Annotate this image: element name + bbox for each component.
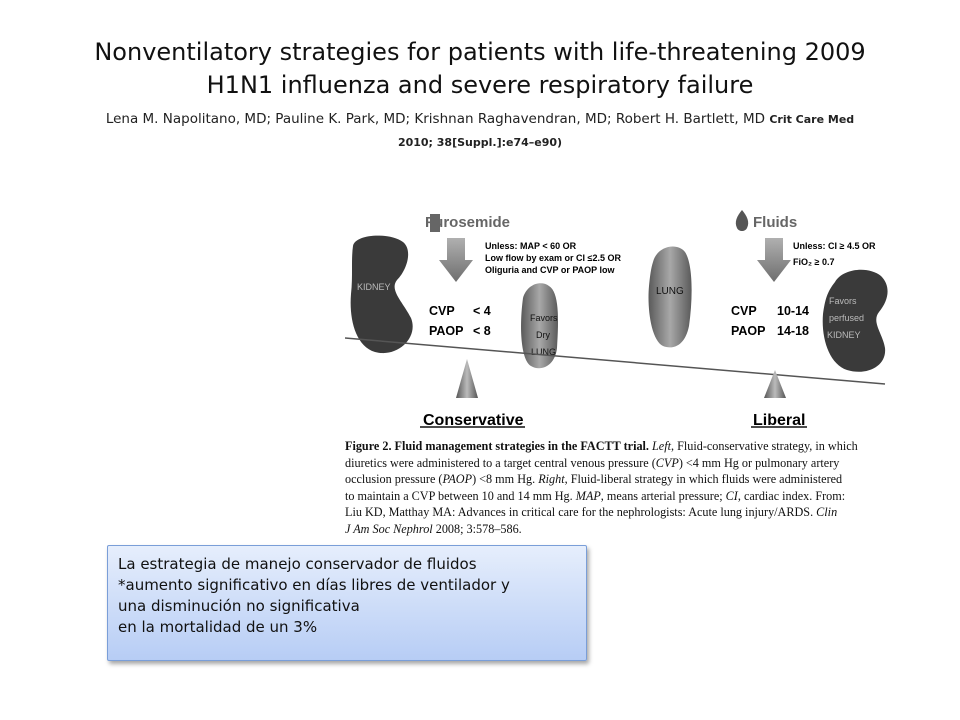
caption-l3c: ) <8 mm Hg. xyxy=(472,472,536,487)
kidney-right-label: KIDNEY xyxy=(827,330,861,340)
journal-name: Crit Care Med xyxy=(769,113,855,126)
dry-lung-label-3: LUNG xyxy=(531,347,557,357)
left-condition-3: Oliguria and CVP or PAOP low xyxy=(485,265,615,275)
kidney-favors-label: Favors xyxy=(829,296,857,306)
caption-l3b: PAOP xyxy=(442,472,473,487)
caption-l5b: Clin xyxy=(816,505,838,520)
caption-l4d: CI xyxy=(725,488,738,503)
caption-l2b: CVP xyxy=(655,455,679,470)
journal-citation: 2010; 38[Suppl.]:e74–e90) xyxy=(397,136,563,149)
kidney-label: KIDNEY xyxy=(357,282,391,292)
dry-lung-label-2: Dry xyxy=(536,330,550,340)
dry-lung-label-1: Favors xyxy=(530,313,558,323)
left-paop-label: PAOP xyxy=(429,324,464,338)
down-arrow-right-icon xyxy=(757,238,791,282)
caption-l2: diuretics were administered to a target central venous pressure ( xyxy=(345,455,656,470)
furosemide-label: Furosemide xyxy=(425,214,511,231)
caption-l3e: , Fluid-liberal strategy in which fluids were administered xyxy=(564,472,843,487)
caption-l4b: MAP xyxy=(575,488,601,503)
right-paop-value: 14-18 xyxy=(777,324,809,338)
caption-l3d: Right xyxy=(538,472,565,487)
caption-l3: occlusion pressure ( xyxy=(345,472,443,487)
caption-l6b: 2008; 3:578–586. xyxy=(435,521,522,536)
caption-l4c: , means arterial pressure; xyxy=(600,488,723,503)
author-line xyxy=(40,108,920,154)
conservative-label: Conservative xyxy=(423,412,524,429)
down-arrow-left-icon xyxy=(439,238,473,282)
fluids-label: Fluids xyxy=(753,214,798,231)
right-paop-label: PAOP xyxy=(731,324,766,338)
summary-note-box xyxy=(107,545,587,661)
author-names: Lena M. Napolitano, MD; Pauline K. Park, MD; Krishnan Raghavendran, MD; Robert H. Bartlett, MD xyxy=(105,111,766,127)
factt-figure xyxy=(345,198,910,538)
note-line-4: en la mortalidad de un 3% xyxy=(118,618,318,636)
right-condition-1: Unless: CI ≥ 4.5 OR xyxy=(793,241,876,251)
kidney-icon xyxy=(351,236,413,353)
liberal-label: Liberal xyxy=(753,412,806,429)
left-condition-2: Low flow by exam or CI ≤2.5 OR xyxy=(485,253,621,263)
fluid-drop-icon xyxy=(736,210,748,231)
caption-l4e: , cardiac index. From: xyxy=(737,488,846,503)
left-paop-value: < 8 xyxy=(473,324,491,338)
caption-l5: Liu KD, Matthay MA: Advances in critical care for the nephrologists: Acute lung injury/ARDS. xyxy=(345,505,814,520)
note-line-2: *aumento significativo en días libres de ventilador y xyxy=(118,576,510,594)
slide-title xyxy=(30,36,930,102)
caption-l6: J Am Soc Nephrol xyxy=(345,521,433,536)
caption-l4: to maintain a CVP between 10 and 14 mm Hg. xyxy=(345,488,573,503)
fluid-strategy-diagram xyxy=(345,198,910,433)
left-cvp-label: CVP xyxy=(429,304,455,318)
caption-l1b: Left xyxy=(652,439,671,453)
caption-l1: Figure 2. Fluid management strategies in the FACTT trial. xyxy=(345,439,649,453)
left-pivot-icon xyxy=(456,359,478,398)
balance-beam xyxy=(345,338,885,384)
note-line-1: La estrategia de manejo conservador de fluidos xyxy=(118,555,477,573)
right-condition-2: FiO₂ ≥ 0.7 xyxy=(793,257,835,267)
right-cvp-label: CVP xyxy=(731,304,757,318)
title-line-1: Nonventilatory strategies for patients with life-threatening 2009 xyxy=(94,38,866,66)
lung-label: LUNG xyxy=(656,286,684,297)
kidney-perfused-label: perfused xyxy=(829,313,865,323)
figure-caption xyxy=(345,438,903,538)
caption-l2c: ) <4 mm Hg or pulmonary artery xyxy=(678,455,840,470)
left-condition-1: Unless: MAP < 60 OR xyxy=(485,241,577,251)
right-cvp-value: 10-14 xyxy=(777,304,809,318)
title-line-2: H1N1 influenza and severe respiratory failure xyxy=(206,71,754,99)
left-cvp-value: < 4 xyxy=(473,304,491,318)
note-line-3: una disminución no significativa xyxy=(118,597,360,615)
caption-l1c: , Fluid-conservative strategy, in which xyxy=(671,439,858,453)
